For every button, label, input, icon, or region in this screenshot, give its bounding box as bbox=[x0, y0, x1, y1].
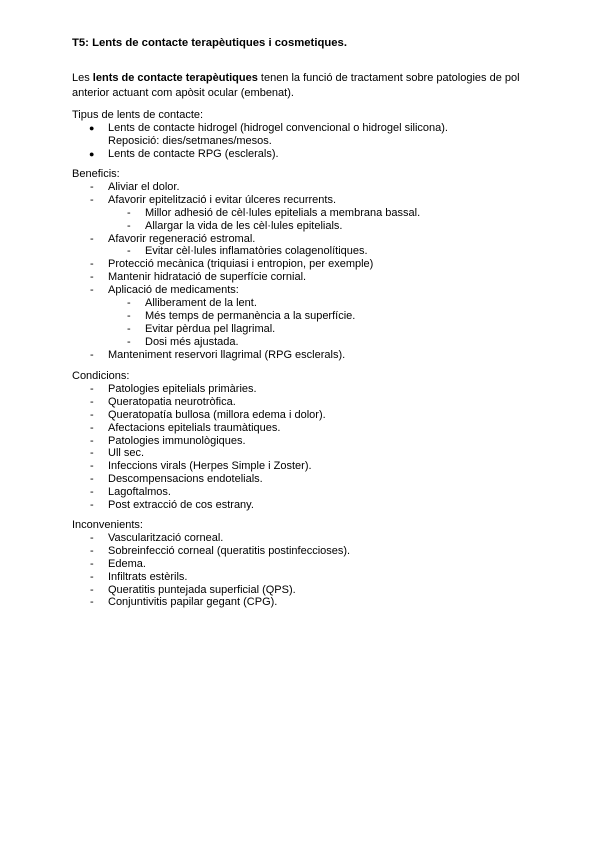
dash-marker: - bbox=[127, 297, 131, 310]
condicions-heading: Condicions: bbox=[72, 370, 130, 382]
sub-list-item: - Allargar la vida de les cèl·lules epitelials. bbox=[127, 219, 343, 232]
dash-marker: - bbox=[90, 180, 94, 193]
intro-paragraph bbox=[72, 71, 542, 100]
dash-marker: - bbox=[90, 570, 94, 583]
list-item: - Mantenir hidratació de superfície cornial. bbox=[90, 271, 307, 284]
list-item: - Patologies immunològiques. bbox=[90, 434, 246, 447]
list-item: ● Lents de contacte RPG (esclerals). bbox=[89, 147, 279, 160]
page-title: T5: Lents de contacte terapèutiques i cosmetiques. bbox=[72, 37, 347, 49]
inconvenients-section bbox=[72, 519, 350, 609]
tipus-section bbox=[72, 109, 448, 161]
list-item: - Ull sec. bbox=[90, 447, 145, 460]
list-item: - Vascularització corneal. bbox=[90, 531, 224, 544]
condicions-section bbox=[72, 370, 326, 512]
intro-post: tenen la funció de tractament sobre patologies de pol anterior actuant com apòsit ocular (embenat). bbox=[72, 72, 520, 99]
dash-marker: - bbox=[90, 460, 94, 473]
sub-list-item: - Alliberament de la lent. bbox=[127, 297, 257, 310]
dash-marker: - bbox=[90, 473, 94, 486]
list-item: - Descompensacions endotelials. bbox=[90, 473, 263, 486]
dash-marker: - bbox=[90, 447, 94, 460]
list-item: - Edema. bbox=[90, 557, 146, 570]
dash-marker: - bbox=[90, 382, 94, 395]
dash-marker: - bbox=[127, 322, 131, 335]
list-item: - Afectacions epitelials traumàtiques. bbox=[90, 421, 281, 434]
list-item: - Queratitis puntejada superficial (QPS). bbox=[90, 583, 296, 596]
list-item: - Protecció mecànica (triquiasi i entropion, per exemple) bbox=[90, 258, 374, 271]
dash-marker: - bbox=[90, 557, 94, 570]
dash-marker: - bbox=[127, 309, 131, 322]
beneficis-section bbox=[72, 168, 420, 362]
sub-list-item: - Més temps de permanència a la superfície. bbox=[127, 309, 356, 322]
tipus-heading: Tipus de lents de contacte: bbox=[72, 109, 204, 121]
dash-marker: - bbox=[90, 596, 94, 609]
dash-marker: - bbox=[127, 335, 131, 348]
list-item: - Lagoftalmos. bbox=[90, 486, 171, 499]
dash-marker: - bbox=[127, 245, 131, 258]
dash-marker: - bbox=[90, 486, 94, 499]
list-item: - Afavorir regeneració estromal. bbox=[90, 232, 256, 245]
sub-list-item: - Evitar pèrdua pel llagrimal. bbox=[127, 322, 276, 335]
bullet-marker: ● bbox=[89, 122, 95, 133]
dash-marker: - bbox=[90, 193, 94, 206]
list-item: - Infeccions virals (Herpes Simple i Zoster). bbox=[90, 460, 312, 473]
list-item: - Queratopatía bullosa (millora edema i dolor). bbox=[90, 408, 326, 421]
dash-marker: - bbox=[127, 219, 131, 232]
list-item: - Patologies epitelials primàries. bbox=[90, 382, 257, 395]
dash-marker: - bbox=[90, 395, 94, 408]
list-item: - Infiltrats estèrils. bbox=[90, 570, 188, 583]
list-item: - Post extracció de cos estrany. bbox=[90, 499, 254, 512]
dash-marker: - bbox=[90, 348, 94, 361]
dash-marker: - bbox=[90, 258, 94, 271]
dash-marker: - bbox=[90, 544, 94, 557]
sub-list-item: - Evitar cèl·lules inflamatòries colagenolítiques. bbox=[127, 245, 368, 258]
list-item: - Conjuntivitis papilar gegant (CPG). bbox=[90, 596, 278, 609]
dash-marker: - bbox=[90, 583, 94, 596]
sub-list-item: - Millor adhesió de cèl·lules epitelials a membrana bassal. bbox=[127, 206, 421, 219]
list-item: - Aplicació de medicaments: bbox=[90, 284, 239, 297]
list-item: ● Lents de contacte hidrogel (hidrogel convencional o hidrogel silicona). bbox=[89, 121, 448, 134]
list-item-continuation: Reposició: dies/setmanes/mesos. bbox=[108, 134, 272, 147]
bullet-marker: ● bbox=[89, 148, 95, 159]
intro-bold: lents de contacte terapèutiques bbox=[92, 72, 258, 84]
dash-marker: - bbox=[90, 408, 94, 421]
list-item: - Aliviar el dolor. bbox=[90, 180, 180, 193]
dash-marker: - bbox=[90, 271, 94, 284]
dash-marker: - bbox=[90, 421, 94, 434]
list-item: - Afavorir epitelització i evitar úlceres recurrents. bbox=[90, 193, 337, 206]
sub-list-item: - Dosi més ajustada. bbox=[127, 335, 239, 348]
dash-marker: - bbox=[90, 232, 94, 245]
list-item: - Queratopatia neurotròfica. bbox=[90, 395, 236, 408]
intro-pre: Les bbox=[72, 72, 93, 84]
inconvenients-heading: Inconvenients: bbox=[72, 519, 143, 531]
dash-marker: - bbox=[90, 531, 94, 544]
dash-marker: - bbox=[90, 499, 94, 512]
dash-marker: - bbox=[90, 284, 94, 297]
beneficis-heading: Beneficis: bbox=[72, 168, 120, 180]
list-item: - Manteniment reservori llagrimal (RPG esclerals). bbox=[90, 348, 346, 361]
dash-marker: - bbox=[90, 434, 94, 447]
list-item: - Sobreinfecció corneal (queratitis postinfeccioses). bbox=[90, 544, 351, 557]
dash-marker: - bbox=[127, 206, 131, 219]
